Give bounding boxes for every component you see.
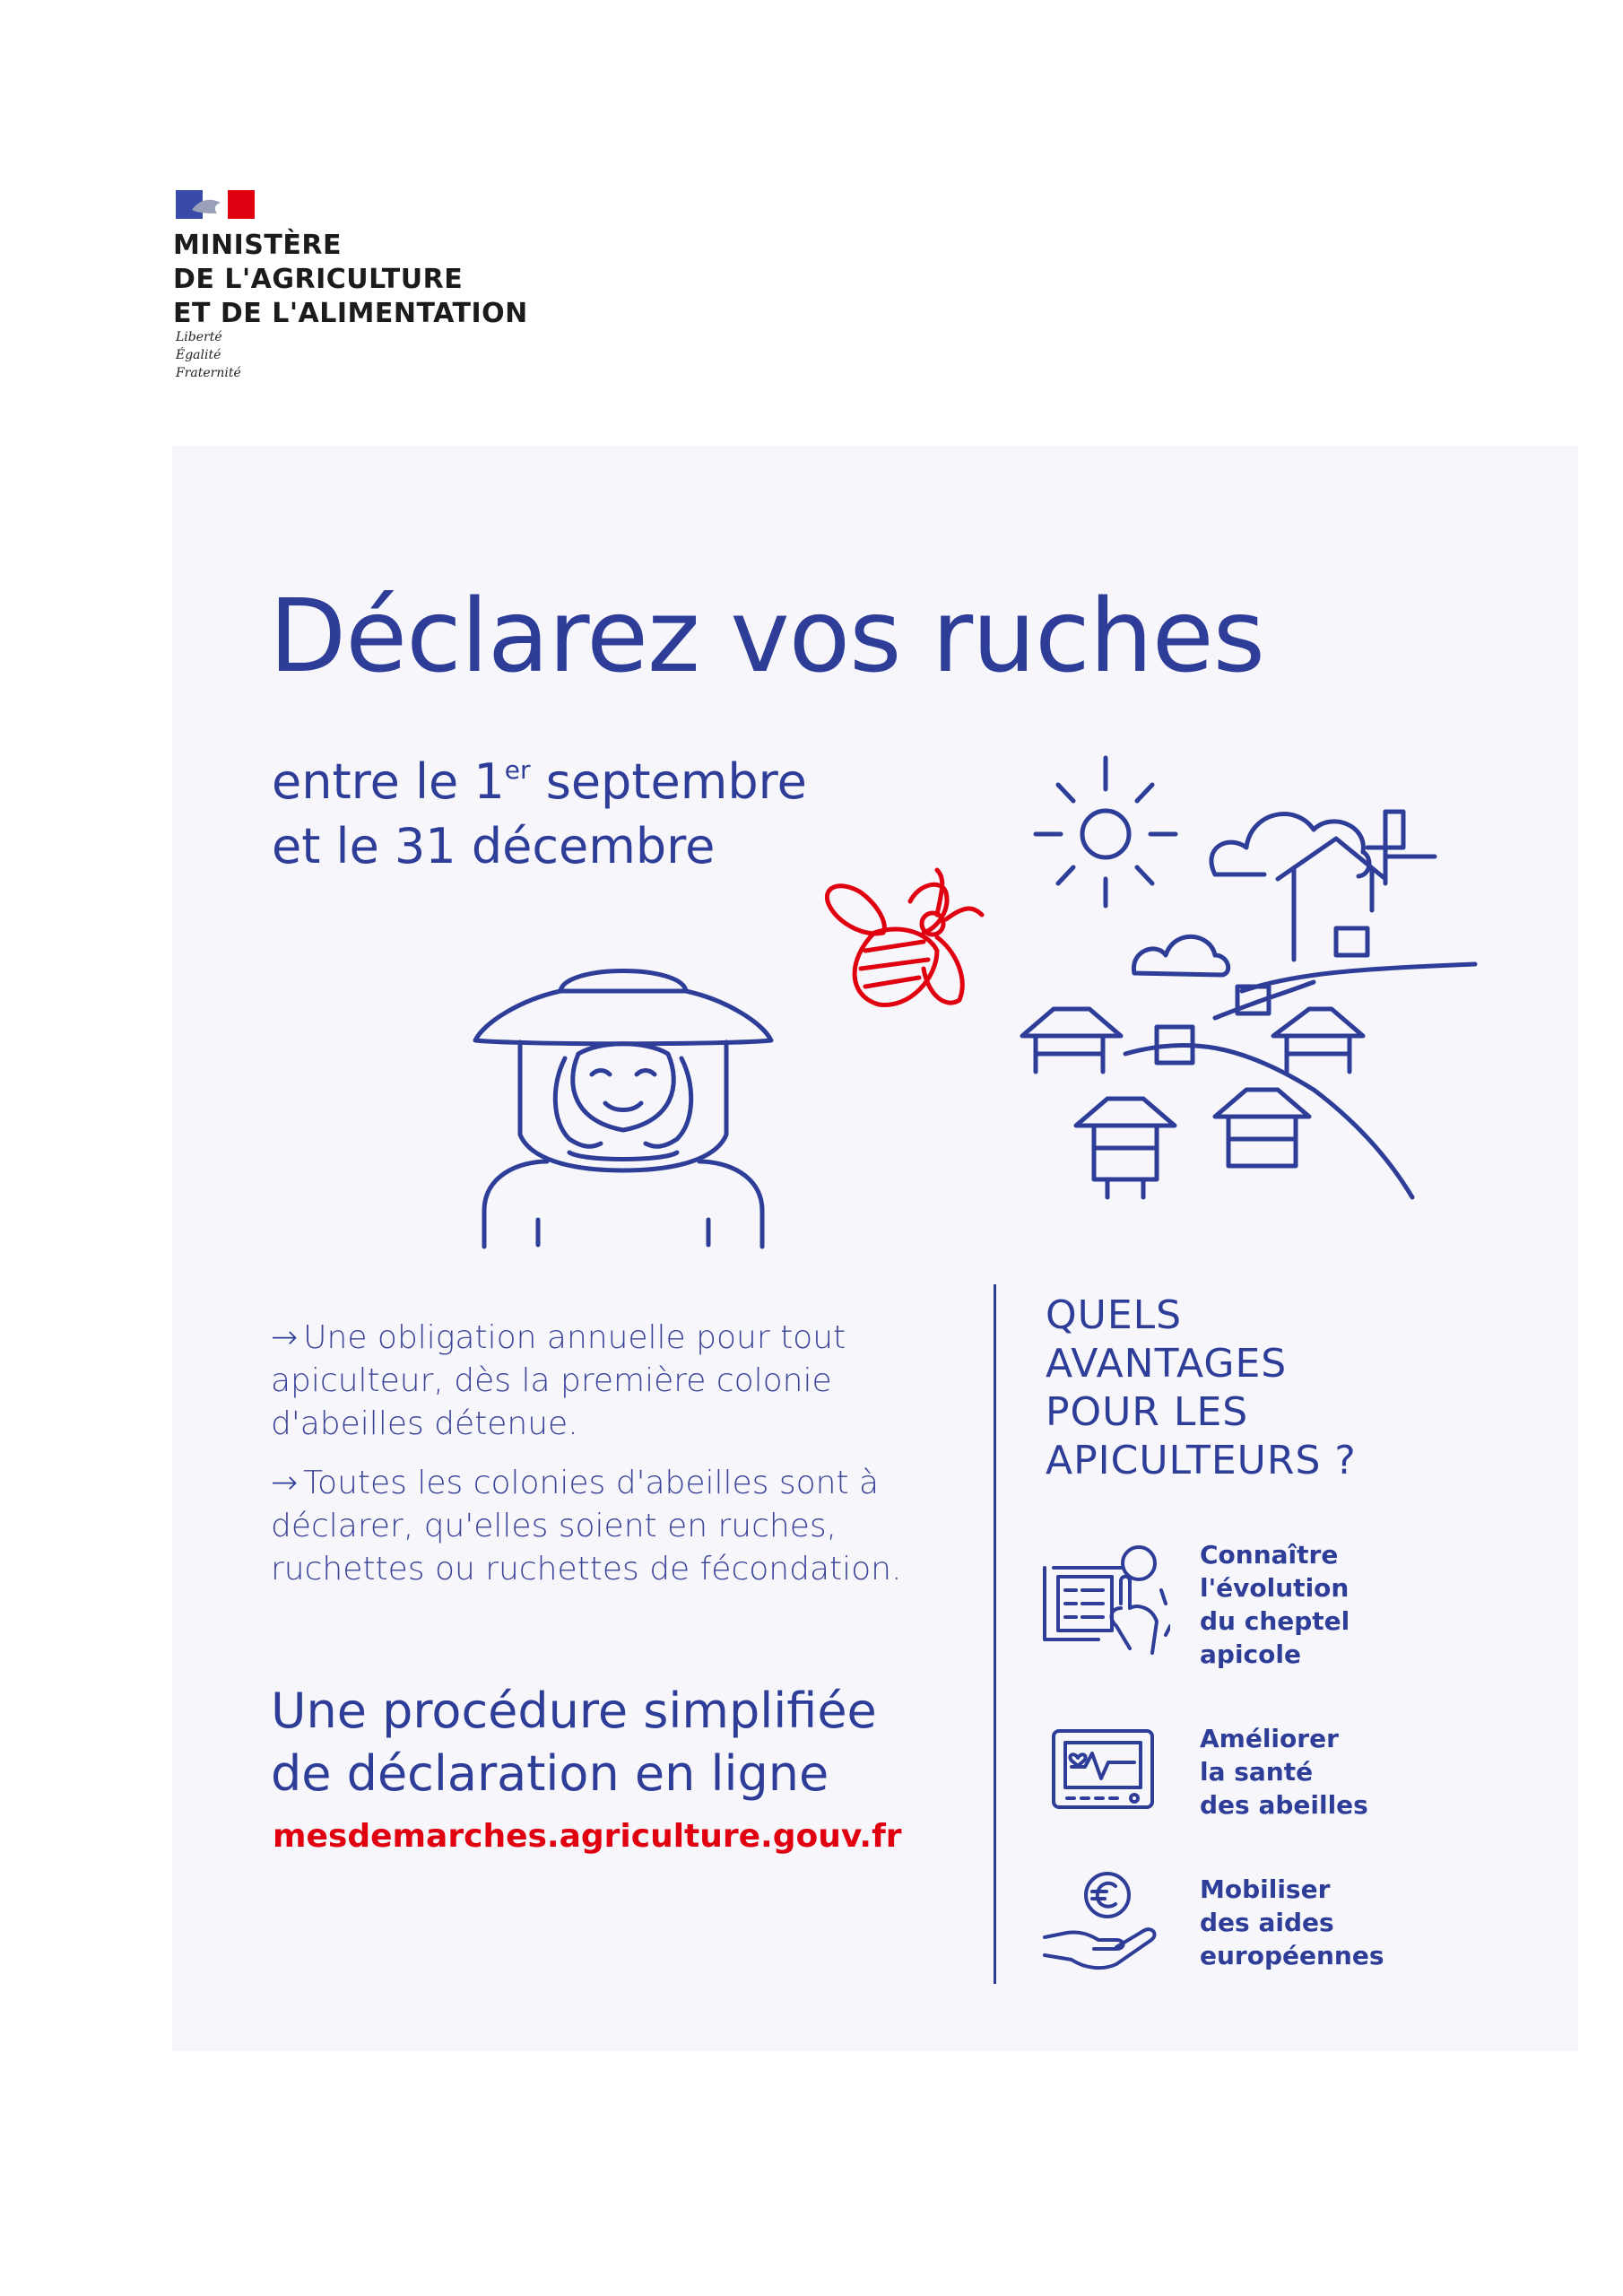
ministry-line-2: DE L'AGRICULTURE: [173, 264, 464, 295]
apiary-landscape-icon: [1009, 749, 1493, 1215]
bullet-obligation: [271, 1317, 952, 1446]
benefit-sante: [1200, 1722, 1433, 1822]
benefit-line: des aides: [1200, 1908, 1334, 1937]
period-line-1: [272, 750, 807, 814]
beekeeper-icon: [466, 942, 780, 1260]
benefit-line: la santé: [1200, 1757, 1314, 1787]
benefit-line: Connaître: [1200, 1540, 1339, 1570]
avantages-line-1: QUELS: [1046, 1292, 1183, 1338]
health-monitor-icon: [1049, 1726, 1157, 1816]
benefit-line: du cheptel: [1200, 1606, 1350, 1636]
marianne-logo: [176, 190, 255, 219]
arrow-right-icon: →: [271, 1319, 299, 1356]
bullet-text: Une obligation annuelle pour tout apiculteur, dès la première colonie d'abeilles détenue.: [271, 1319, 846, 1442]
euro-hand-icon: [1040, 1870, 1166, 1973]
period-start-text: entre le 1: [272, 753, 505, 810]
avantages-line-2: AVANTAGES: [1046, 1341, 1288, 1387]
column-divider: [994, 1284, 996, 1984]
ministry-line-1: MINISTÈRE: [173, 230, 342, 261]
benefit-line: l'évolution: [1200, 1573, 1350, 1603]
procedure-heading: [271, 1680, 1006, 1805]
benefit-line: apicole: [1200, 1639, 1301, 1669]
ministry-line-3: ET DE L'ALIMENTATION: [173, 298, 528, 329]
benefit-line: Mobiliser: [1200, 1874, 1331, 1904]
declaration-website-link[interactable]: mesdemarches.agriculture.gouv.fr: [273, 1818, 902, 1855]
poster-title: Déclarez vos ruches: [269, 578, 1264, 695]
bullet-text: Toutes les colonies d'abeilles sont à déclarer, qu'elles soient en ruches, ruchettes ou ruchettes de fécondation.: [271, 1465, 902, 1587]
period-start-sup: er: [504, 755, 531, 785]
avantages-line-3: POUR LES: [1046, 1389, 1249, 1435]
benefit-line: des abeilles: [1200, 1790, 1368, 1820]
benefit-aides: [1200, 1873, 1433, 1972]
bullet-colonies: [271, 1462, 952, 1591]
ministry-name: [173, 229, 528, 331]
period-line-2: et le 31 décembre: [272, 818, 716, 874]
info-bullets: [271, 1317, 952, 1607]
avantages-line-4: APICULTEURS ?: [1046, 1438, 1357, 1483]
republic-motto: [176, 328, 241, 382]
tablet-touch-icon: [1036, 1541, 1170, 1675]
arrow-right-icon: →: [271, 1465, 299, 1501]
benefit-line: européennes: [1200, 1941, 1384, 1970]
motto-liberte: Liberté: [176, 330, 222, 344]
procedure-line-1: Une procédure simplifiée: [271, 1683, 877, 1739]
bee-icon: [812, 852, 991, 1022]
benefit-line: Améliorer: [1200, 1724, 1339, 1753]
declaration-period: [272, 750, 807, 879]
benefit-cheptel: [1200, 1538, 1433, 1671]
motto-fraternite: Fraternité: [176, 366, 241, 380]
motto-egalite: Égalité: [176, 348, 221, 362]
avantages-heading: [1046, 1292, 1357, 1485]
procedure-line-2: de déclaration en ligne: [271, 1745, 829, 1802]
period-start-month: septembre: [530, 753, 807, 810]
